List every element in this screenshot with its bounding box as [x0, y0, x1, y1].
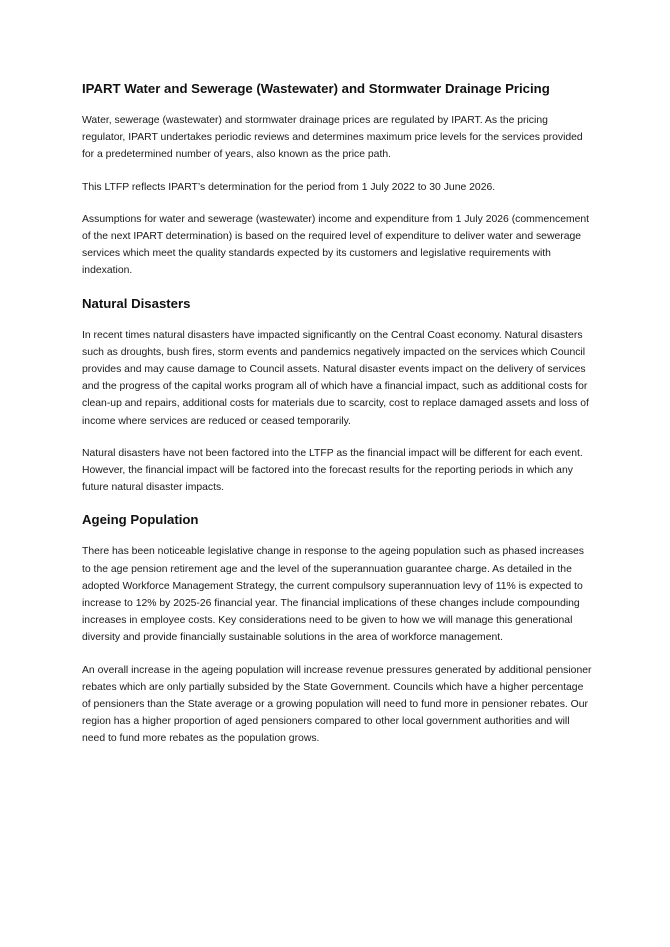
section-heading: IPART Water and Sewerage (Wastewater) and Stormwater Drainage Pricing	[82, 81, 550, 96]
section-ipart-pricing	[82, 80, 592, 280]
document-page	[82, 80, 592, 763]
paragraph: Assumptions for water and sewerage (wastewater) income and expenditure from 1 July 2026 (commencement of the next IPART determination) is based on the required level of expenditure to deliver water and sewerage services which meet the quality standards expected by its customers and legislative requirements with indexation.	[82, 213, 590, 277]
section-ageing-population	[82, 511, 592, 747]
paragraph: Natural disasters have not been factored into the LTFP as the financial impact will be different for each event. However, the financial impact will be factored into the forecast results for the reporting periods in which any future natural disaster impacts.	[82, 447, 583, 494]
section-heading: Natural Disasters	[82, 295, 191, 311]
paragraph: In recent times natural disasters have impacted significantly on the Central Coast economy. Natural disasters such as droughts, bush fires, storm events and pandemics negatively impacted on the services which Council provides and may cause damage to Council assets. Natural disaster events impact on the delivery of services and the progress of the capital works program all of which have a financial impact, such as additional costs for clean-up and repairs, additional costs for materials due to scarcity, cost to replace damaged assets and loss of income where services are reduced or ceased temporarily.	[82, 329, 589, 427]
paragraph: An overall increase in the ageing population will increase revenue pressures generated by additional pensioner rebates which are only partially subsided by the State Government. Councils which have a higher percentage of pensioners than the State average or a growing population will need to fund more in pensioner rebates. Our region has a higher proportion of aged pensioners compared to other local government authorities and will need to fund more rebates as the population grows.	[82, 664, 592, 745]
paragraph: Water, sewerage (wastewater) and stormwater drainage prices are regulated by IPART. As the pricing regulator, IPART undertakes periodic reviews and determines maximum price levels for the services provided for a predetermined number of years, also known as the price path.	[82, 115, 583, 161]
section-natural-disasters	[82, 295, 592, 497]
paragraph: This LTFP reflects IPART’s determination for the period from 1 July 2022 to 30 June 2026.	[82, 181, 496, 193]
section-heading: Ageing Population	[82, 512, 199, 528]
paragraph: There has been noticeable legislative change in response to the ageing population such as phased increases to the age pension retirement age and the level of the superannuation guarantee charge. As detailed in the adopted Workforce Management Strategy, the current compulsory superannuation levy of 11% is expected to increase to 12% by 2025-26 financial year. The financial implications of these changes include compounding increases in employee costs. Key considerations need to be given to how we will manage this generational diversity and provide financially sustainable solutions in the area of workforce management.	[82, 546, 584, 644]
